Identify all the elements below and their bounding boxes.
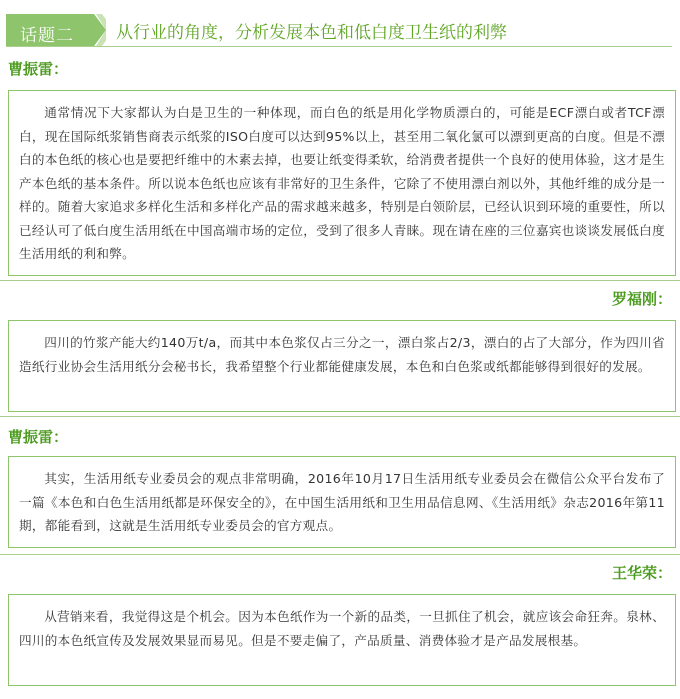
speech-box <box>8 594 676 686</box>
speech-text: 通常情况下大家都认为白是卫生的一种体现，而白色的纸是用化学物质漂白的，可能是ECF漂白或者TCF漂白，现在国际纸浆销售商表示纸浆的ISO白度可以达到95%以上，甚至用二氧化氯可以漂到更高的白度。但是不漂白的本色纸的核心也是要把纤维中的木素去掉，也要让纸变得柔软，给消费者提供一个良好的使用体验，这才是生产本色纸的基本条件。所以说本色纸也应该有非常好的卫生条件，它除了不使用漂白剂以外，其他纤维的成分是一样的。随着大家追求多样化生活和多样化产品的需求越来越多，特别是白领阶层，已经认识到环境的重要性，所以已经认可了低白度生活用纸在中国高端市场的定位，受到了很多人青睐。现在请在座的三位嘉宾也谈谈发展低白度生活用纸的利和弊。 <box>19 105 665 261</box>
speaker-name: 王华荣： <box>611 564 672 582</box>
speaker-name: 曹振雷： <box>8 60 69 78</box>
section-divider <box>0 280 680 281</box>
section-divider <box>0 554 680 555</box>
speech-box <box>8 456 676 548</box>
topic-tag-label: 话题二 <box>20 26 74 46</box>
topic-header <box>6 12 674 48</box>
section-divider <box>0 416 680 417</box>
header-divider <box>6 46 672 47</box>
speech-box <box>8 90 676 276</box>
speaker-name: 曹振雷： <box>8 428 69 446</box>
speech-text: 其实，生活用纸专业委员会的观点非常明确，2016年10月17日生活用纸专业委员会在微信公众平台发布了一篇《本色和白色生活用纸都是环保安全的》，在中国生活用纸和卫生用品信息网、《生活用纸》杂志2016年第11期，都能看到，这就是生活用纸专业委员会的官方观点。 <box>19 471 665 533</box>
topic-tag <box>6 14 106 46</box>
speaker-name: 罗福刚： <box>611 290 672 308</box>
speech-text: 四川的竹浆产能大约140万t/a，而其中本色浆仅占三分之一，漂白浆占2/3，漂白的占了大部分，作为四川省造纸行业协会生活用纸分会秘书长，我希望整个行业都能健康发展，本色和白色浆或纸都能够得到很好的发展。 <box>19 335 665 374</box>
speech-box <box>8 320 676 412</box>
speech-text: 从营销来看，我觉得这是个机会。因为本色纸作为一个新的品类，一旦抓住了机会，就应该会命狂奔。泉林、四川的本色纸宣传及发展效果显而易见。但是不要走偏了，产品质量、消费体验才是产品发展根基。 <box>19 609 665 648</box>
topic-title: 从行业的角度，分析发展本色和低白度卫生纸的利弊 <box>116 23 507 43</box>
